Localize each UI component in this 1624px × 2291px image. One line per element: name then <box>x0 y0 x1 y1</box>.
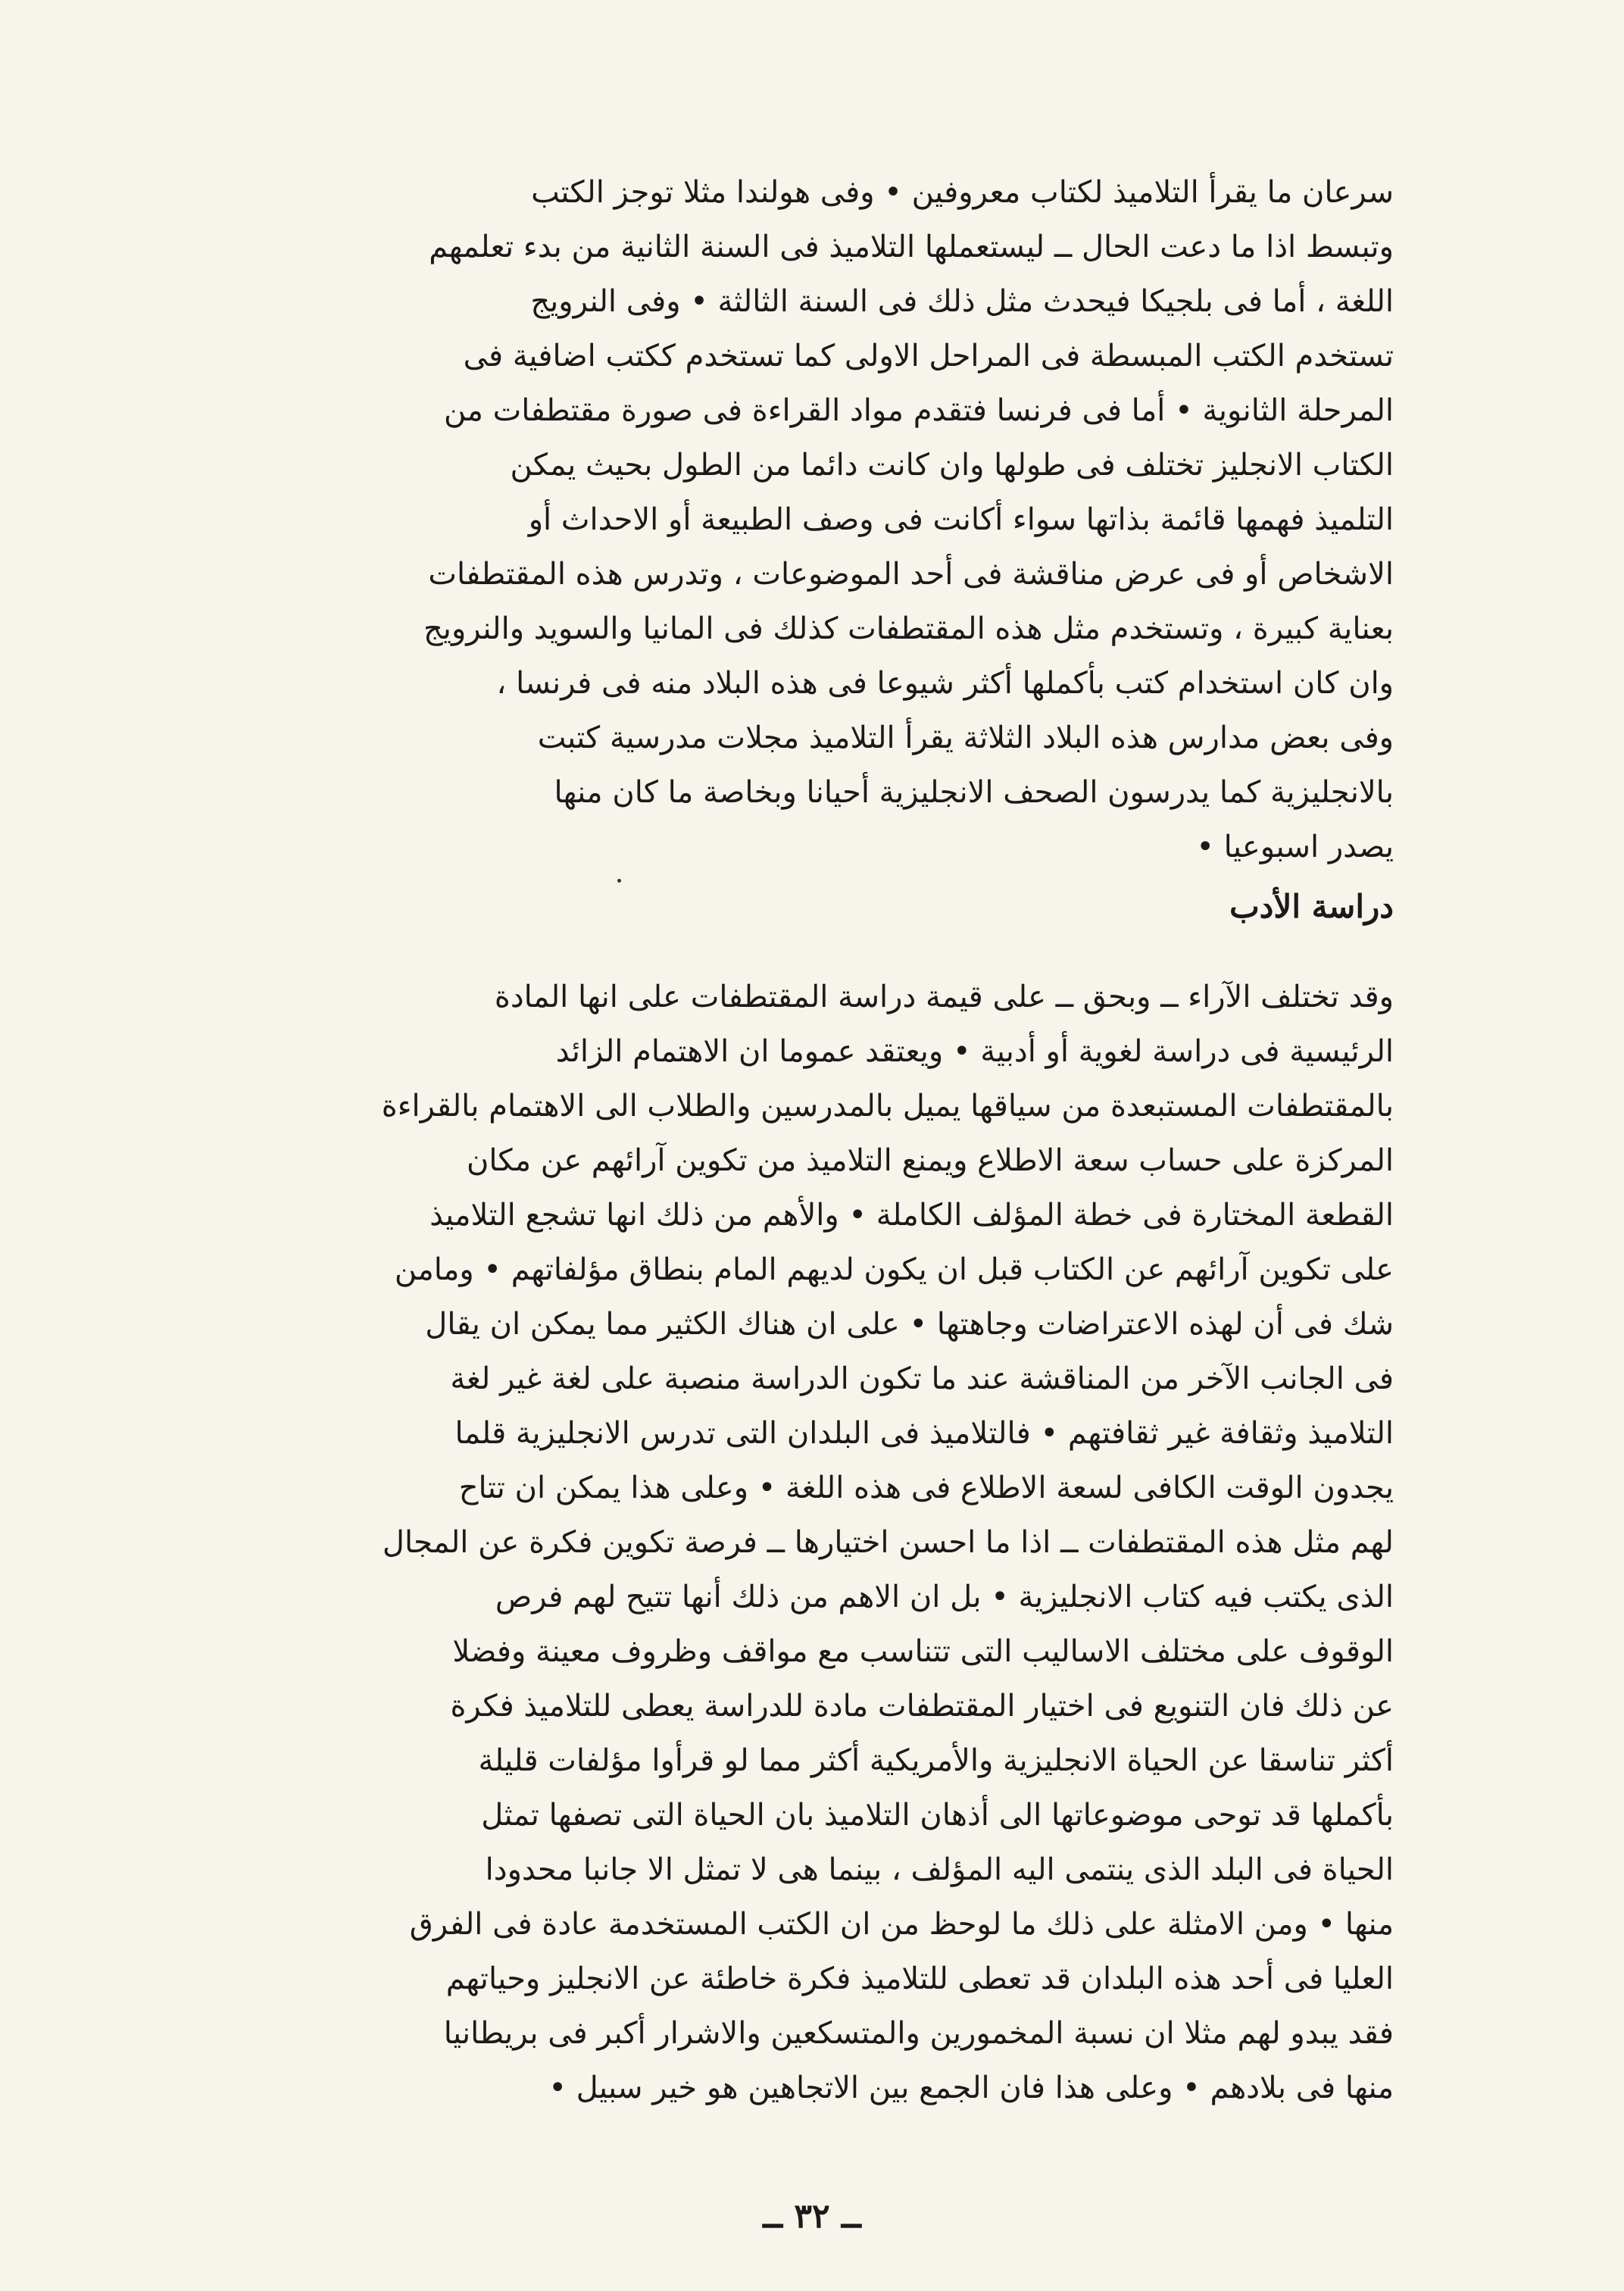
text-line: الاشخاص أو فى عرض مناقشة فى أحد الموضوعات ، وتدرس هذه المقتطفات <box>428 557 1394 592</box>
text-line: بعناية كبيرة ، وتستخدم مثل هذه المقتطفات كذلك فى المانيا والسويد والنرويج <box>423 611 1394 646</box>
text-line: القطعة المختارة فى خطة المؤلف الكاملة • والأهم من ذلك انها تشجع التلاميذ <box>429 1198 1394 1233</box>
text-line: بالانجليزية كما يدرسون الصحف الانجليزية أحيانا وبخاصة ما كان منها <box>554 775 1394 810</box>
text-line: العليا فى أحد هذه البلدان قد تعطى للتلاميذ فكرة خاطئة عن الانجليز وحياتهم <box>445 1961 1394 1996</box>
text-line: المرحلة الثانوية • أما فى فرنسا فتقدم مواد القراءة فى صورة مقتطفات من <box>444 393 1394 428</box>
text-line: فى الجانب الآخر من المناقشة عند ما تكون الدراسة منصبة على لغة غير لغة <box>450 1361 1394 1396</box>
paragraph-1 <box>242 165 1394 874</box>
text-line: التلاميذ وثقافة غير ثقافتهم • فالتلاميذ فى البلدان التى تدرس الانجليزية قلما <box>454 1416 1394 1451</box>
text-line: فقد يبدو لهم مثلا ان نسبة المخمورين والمتسكعين والاشرار أكبر فى بريطانيا <box>443 2016 1394 2051</box>
text-line: على تكوين آرائهم عن الكتاب قبل ان يكون لديهم المام بنطاق مؤلفاتهم • ومامن <box>394 1252 1394 1287</box>
text-line: أكثر تناسقا عن الحياة الانجليزية والأمريكية أكثر مما لو قرأوا مؤلفات قليلة <box>478 1743 1394 1778</box>
text-line: اللغة ، أما فى بلجيكا فيحدث مثل ذلك فى السنة الثالثة • وفى النرويج <box>530 284 1394 319</box>
text-line: لهم مثل هذه المقتطفات ــ اذا ما احسن اختيارها ــ فرصة تكوين فكرة عن المجال <box>382 1525 1394 1560</box>
stray-mark <box>617 879 621 883</box>
text-line: وان كان استخدام كتب بأكملها أكثر شيوعا فى هذه البلاد منه فى فرنسا ، <box>496 666 1394 701</box>
text-line: عن ذلك فان التنويع فى اختيار المقتطفات مادة للدراسة يعطى للتلاميذ فكرة <box>450 1689 1394 1724</box>
text-line: وفى بعض مدارس هذه البلاد الثلاثة يقرأ التلاميذ مجلات مدرسية كتبت <box>537 720 1394 755</box>
text-line: بأكملها قد توحى موضوعاتها الى أذهان التلاميذ بان الحياة التى تصفها تمثل <box>481 1798 1394 1833</box>
text-line: بالمقتطفات المستبعدة من سياقها يميل بالمدرسين والطلاب الى الاهتمام بالقراءة <box>381 1089 1394 1124</box>
text-line: التلميذ فهمها قائمة بذاتها سواء أكانت فى وصف الطبيعة أو الاحداث أو <box>528 502 1394 537</box>
text-line: يجدون الوقت الكافى لسعة الاطلاع فى هذه اللغة • وعلى هذا يمكن ان تتاح <box>458 1471 1394 1505</box>
page-number: ــ ٣٢ ــ <box>763 2197 861 2236</box>
text-line: منها فى بلادهم • وعلى هذا فان الجمع بين الاتجاهين هو خير سبيل • <box>548 2071 1394 2105</box>
section-heading: دراسة الأدب <box>1229 888 1394 925</box>
text-line: الرئيسية فى دراسة لغوية أو أدبية • ويعتقد عموما ان الاهتمام الزائد <box>555 1034 1394 1069</box>
text-line: الوقوف على مختلف الاساليب التى تتناسب مع مواقف وظروف معينة وفضلا <box>452 1634 1394 1669</box>
text-line: تستخدم الكتب المبسطة فى المراحل الاولى كما تستخدم ككتب اضافية فى <box>463 339 1394 373</box>
text-line: وتبسط اذا ما دعت الحال ــ ليستعملها التلاميذ فى السنة الثانية من بدء تعلمهم <box>429 230 1394 264</box>
text-line: سرعان ما يقرأ التلاميذ لكتاب معروفين • وفى هولندا مثلا توجز الكتب <box>531 175 1394 210</box>
text-line: شك فى أن لهذه الاعتراضات وجاهتها • على ان هناك الكثير مما يمكن ان يقال <box>425 1307 1394 1342</box>
text-line: الذى يكتب فيه كتاب الانجليزية • بل ان الاهم من ذلك أنها تتيح لهم فرص <box>495 1580 1394 1614</box>
text-line: وقد تختلف الآراء ــ وبحق ــ على قيمة دراسة المقتطفات على انها المادة <box>494 980 1394 1014</box>
text-line: منها • ومن الامثلة على ذلك ما لوحظ من ان الكتب المستخدمة عادة فى الفرق <box>409 1907 1394 1942</box>
text-line: الكتاب الانجليز تختلف فى طولها وان كانت دائما من الطول بحيث يمكن <box>510 448 1394 483</box>
text-line: الحياة فى البلد الذى ينتمى اليه المؤلف ، بينما هى لا تمثل الا جانبا محدودا <box>485 1852 1394 1887</box>
text-line: المركزة على حساب سعة الاطلاع ويمنع التلاميذ من تكوين آرائهم عن مكان <box>466 1143 1394 1178</box>
paragraph-2 <box>242 970 1394 2115</box>
text-line: يصدر اسبوعيا • <box>1196 830 1394 864</box>
